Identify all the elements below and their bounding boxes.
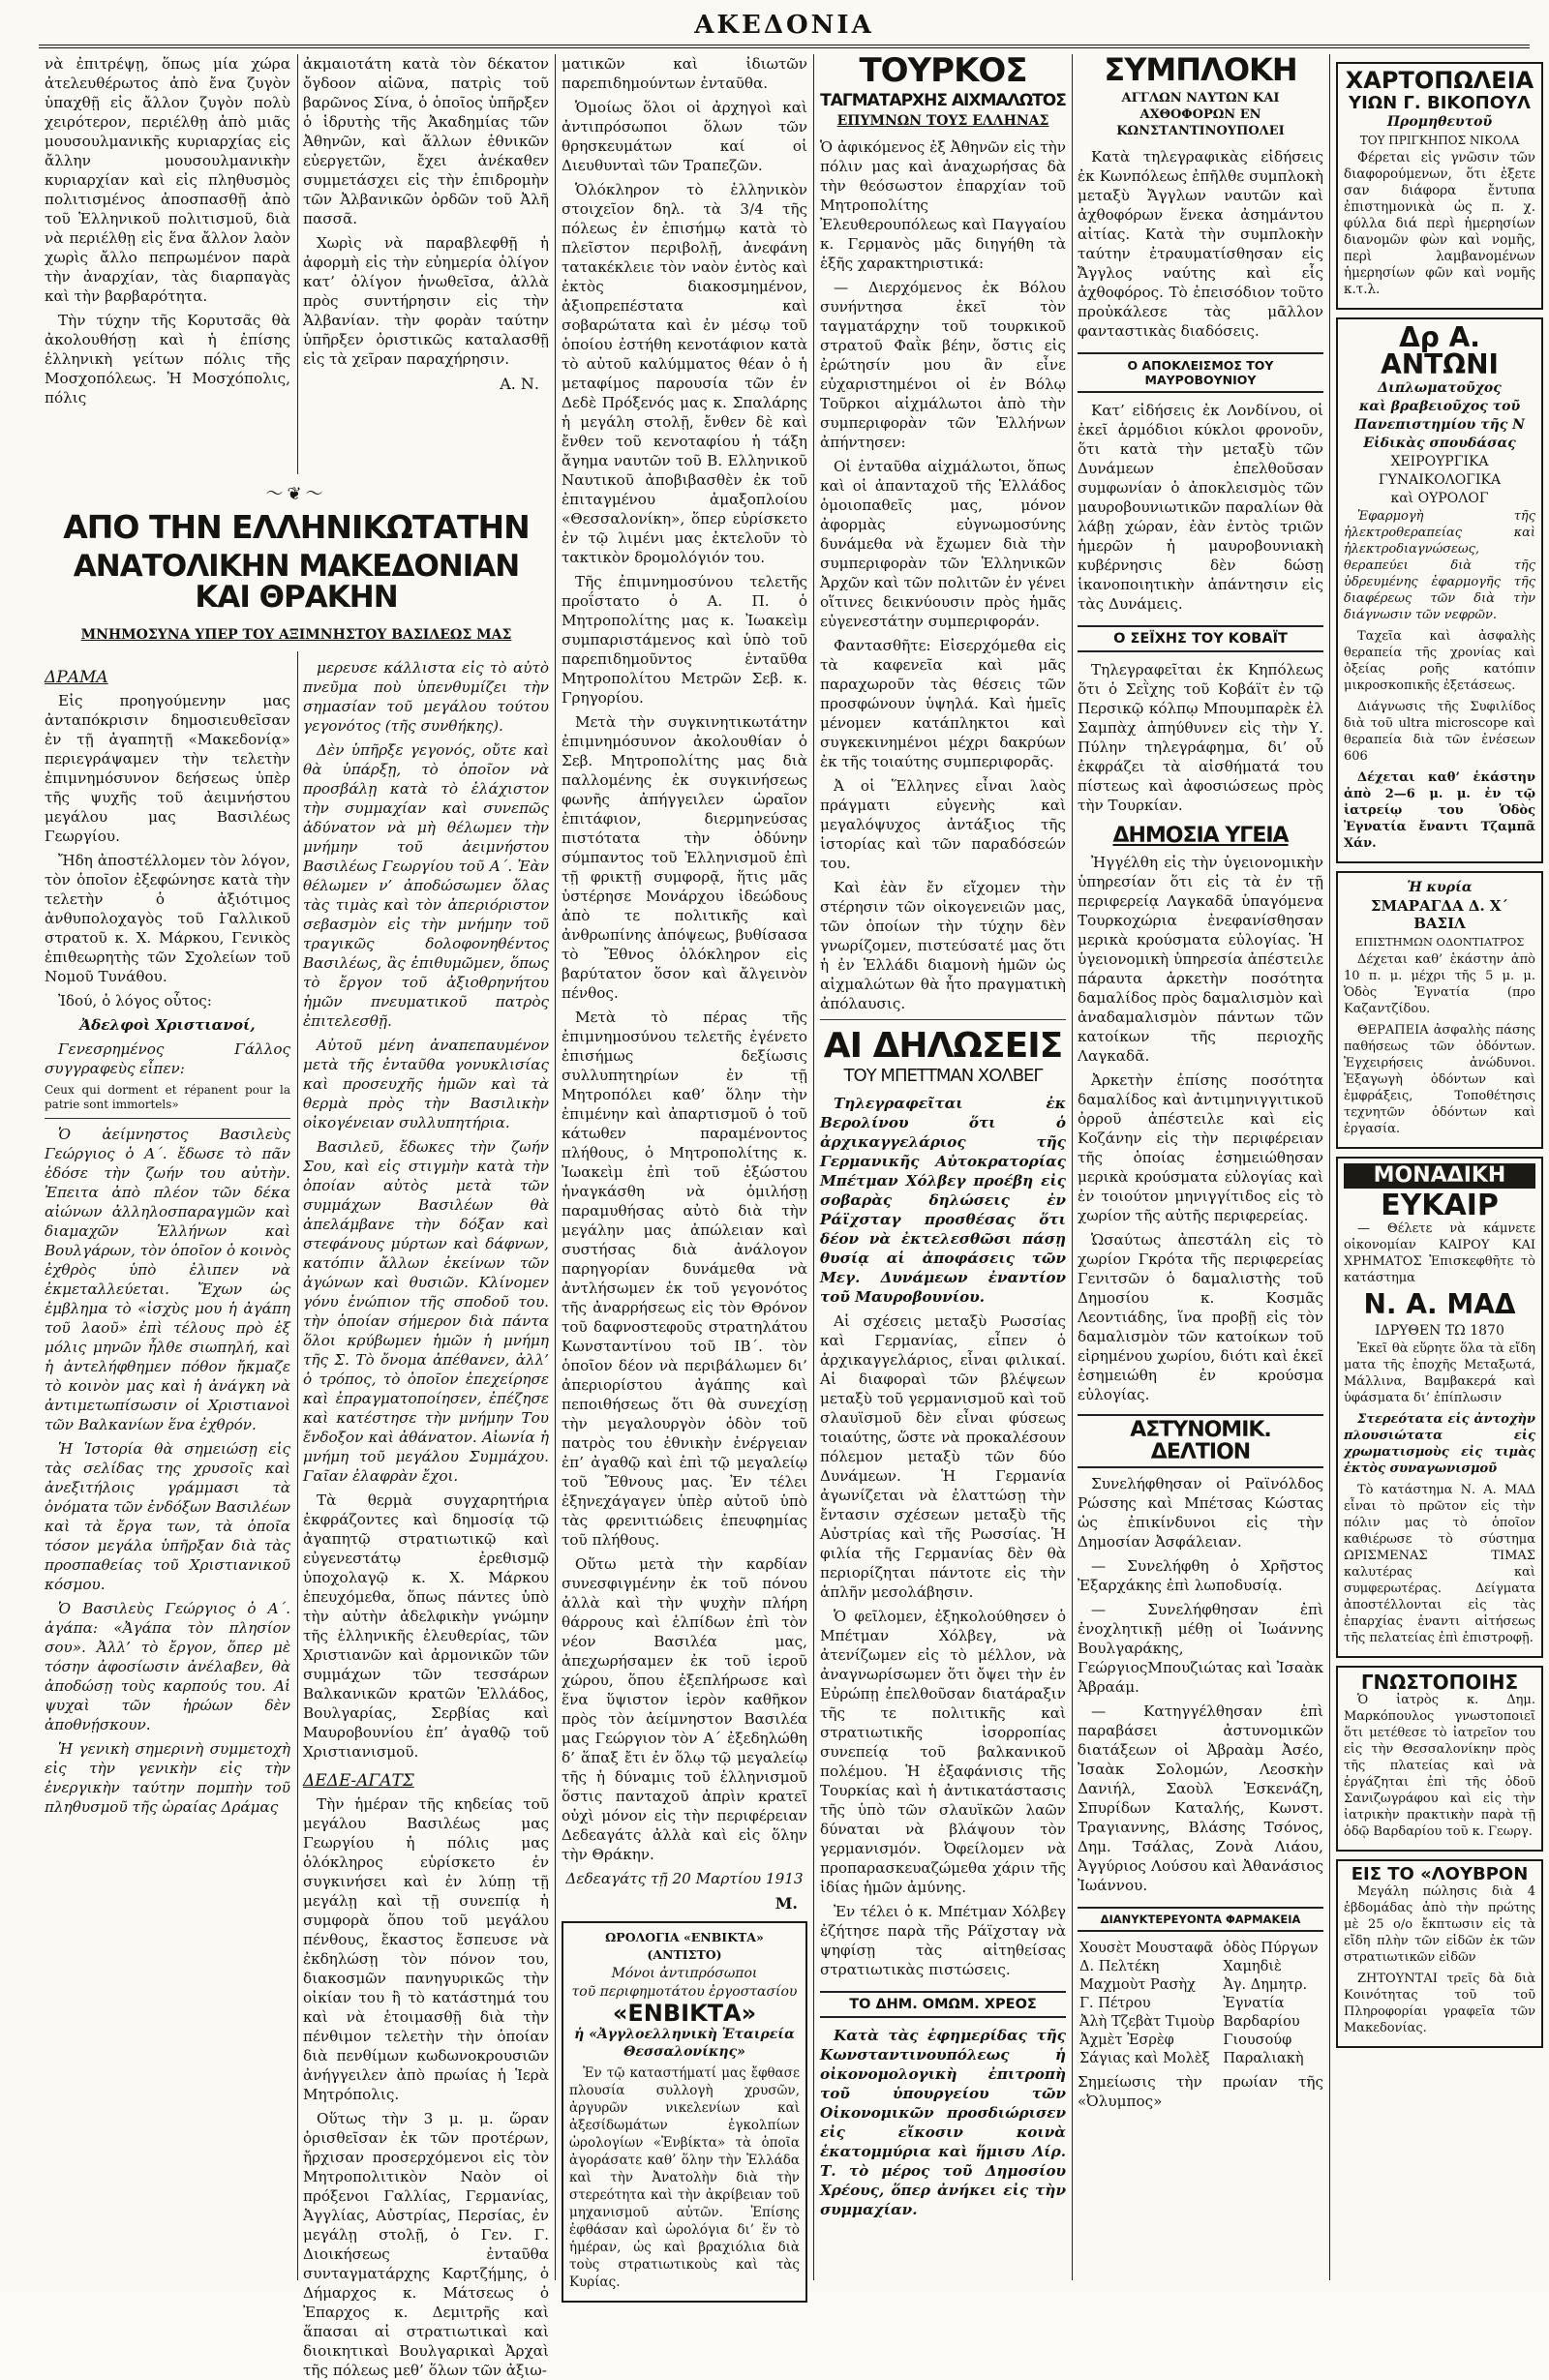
table-row [1078, 2050, 1323, 2068]
ad-shop-name: Ν. Α. ΜΑΔ [1363, 1288, 1516, 1320]
ad-line: Πανεπιστημίου τῆς Ν [1354, 417, 1525, 433]
paragraph: Ὁμοίως ὅλοι οἱ ἀρχηγοὶ καὶ ἀντιπρόσωποι ὅλων τῶν θρησκευμάτων καί οἱ Διευθυνταὶ τῶν Τραπεζῶν. [562, 99, 807, 174]
pharmacy-name: Σάγιας καὶ Μολὲξ [1079, 2050, 1210, 2066]
ad-line: ΕΠΙΣΤΗΜΩΝ ΟΔΟΝΤΙΑΤΡΟΣ [1354, 935, 1525, 949]
headline: ΑΙ ΔΗΛΩΣΕΙΣ [823, 1025, 1063, 1066]
paragraph: Ὁ φεῖλομεν, ἐξηκολούθησεν ὁ Μπέτμαν Χόλβεγ, νὰ ἀτενίζωμεν εἰς τὸ μέλλον, νὰ ἀναγνωρίσωμεν ὅτι ὄψει τὴν ἐν Εὐρώπῃ ἐπελθοῦσαν διατάραξιν τῆς τε πολιτικῆς καὶ στρατιωτικῆς ἰσορροπίας συνεπείᾳ τοῦ βαλκανικοῦ πολέμου. Ἡ ἐξαφάνισις τῆς Τουρκίας καὶ ἡ ἀντικατάστασις τῆς ὑπὸ τῶν σλαυϊκῶν λαῶν δύναται νὰ βλάψουν τὸν γερμανισμόν. Ὀφείλομεν νὰ προπαρασκευαζώμεθα χάριν τῆς ἰδίας ἡμῶν ἀμύνης. [820, 1608, 1066, 1897]
notice-advertisement [1336, 1666, 1543, 1852]
watch-advertisement [562, 1921, 807, 2303]
paragraph: — Συνελήφθησαν ἐπὶ ἐνοχλητικῇ μέθῃ οἱ Ἰωάννης Βουλγαράκης, ΓεώργιοςΜπουζιώτας καὶ Ἰσαὰκ Ἀβραάμ. [1078, 1600, 1323, 1696]
column-rule [555, 54, 556, 2280]
column-4 [820, 51, 1066, 2280]
ad-text: — Θέλετε νὰ κάμνετε οἰκονομίαν ΚΑΙΡΟΥ ΚΑΙ ΧΡΗΜΑΤΟΣ Ἐπισκεφθῆτε τὸ κατάστημα [1344, 1221, 1535, 1285]
paragraph: Ἠγγέλθη εἰς τὴν ὑγειονομικὴν ὑπηρεσίαν ὅτι εἰς τὰ ἐν τῇ περιφερείᾳ Λαγκαδᾶ ὑπαγόμενα Τουρκοχώρια ἐνεφανίσθησαν μερικὰ κρούσματα εὐλογίας. Ἡ ὑγειονομικὴ ὑπηρεσία ἀπέστειλε πάραυτα ἀρκετὴν ποσότητα δαμαλίδος πρὸς δαμαλισμὸν καὶ ἀναδαμαλισμὸν πάντων τῶν κατοίκων τῆς περιοχῆς Λαγκαδᾶ. [1078, 853, 1323, 1065]
ad-line: ΓΥΝΑΙΚΟΛΟΓΙΚΑ [1378, 472, 1502, 488]
column-6-ads [1336, 54, 1543, 2280]
paragraph: Τὰ θερμὰ συγχαρητήρια ἐκφράζοντες καὶ δημοσίᾳ τῷ ἀγαπητῷ στρατιωτικῷ καὶ εὐγενεστάτῳ ἐρεθισμῷ ὑποχολαγῷ κ. Χ. Μάρκου ἐπευχόμεθα, ὅπως πάντες ὑπὸ τὴν αὐτὴν ἀδελφικὴν γνώμην τῆς ἑλληνικῆς ἐλευθερίας, τῶν Χριστιανῶν καὶ ἀρμονικῶν τῶν συμμάχων τῶν τεσσάρων Βαλκανικῶν κρατῶν Ἑλλάδος, Βουλγαρίας, Σερβίας καὶ Μαυροβουνίου ἐπ’ ἀγαθῷ τοῦ Χριστιανισμοῦ. [303, 1491, 549, 1761]
ad-line: Ἡ κυρία [1407, 880, 1473, 895]
paragraph: Φαντασθῆτε: Εἰσερχόμεθα εἰς τὰ καφενεῖα καὶ μᾶς παραχωροῦν τὰς θέσεις τῶν προσφώνουν ὑψηλά. Καὶ ἡμεῖς μένομεν κατάπληκτοι καὶ συγκεκινημένοι μέχρι δακρύων ἐκ τῆς τοιαύτης συμπεριφορᾶς. [820, 636, 1066, 770]
table-row [1078, 1995, 1323, 2013]
headline: ΤΑΓΜΑΤΑΡΧΗΣ ΑΙΧΜΑΛΩΤΟΣ [820, 90, 1066, 110]
paragraph: Ἰδού, ὁ λόγος οὗτος: [58, 992, 212, 1009]
wide-headline-block [45, 474, 548, 651]
section-heading: ΔΡΑΜΑ [45, 668, 108, 687]
paragraph: Αἱ σχέσεις μεταξὺ Ρωσσίας καὶ Γερμανίας, εἶπεν ὁ ἀρχικαγγελάριος, εἶναι φιλικαί. Αἱ διαφοραὶ τῶν βλέψεων μεταξὺ τοῦ γερμανισμοῦ καὶ τοῦ σλαυϊσμοῦ δὲν εἶναι φύσεως τοιαύτης, ὥστε νὰ προκαλέσουν πόλεμον μεταξὺ τῶν δύο Δυνάμεων. Ἡ Γερμανία ἀγωνίζεται νὰ ἐλαττώσῃ τὴν ἔντασιν σχέσεων μεταξὺ τῆς Αὐστρίας καὶ τῆς Ρωσσίας. Ἡ φιλία τῆς Γερμανίας δὲν θὰ περιορίζηται πάντοτε εἰς τὴν ἁπλῆν μεσολάβησιν. [820, 1312, 1066, 1602]
column-rule [1329, 54, 1330, 2280]
ad-line: ἡ «Ἀγγλοελληνικὴ Ἑταιρεία Θεσσαλονίκης» [574, 2027, 795, 2060]
headline: ΔΗΜΟΣΙΑ ΥΓΕΙΑ [1112, 823, 1289, 848]
newspaper-title: ΑΚΕΔΟΝΙΑ [694, 11, 874, 40]
column-2-lower [303, 658, 549, 2379]
paragraph: Τὴν τύχην τῆς Κορυτσᾶς θὰ ἀκολουθήσῃ καὶ ἡ ἐπίσης ἑλληνικὴ γείτων πόλις τῆς Μοσχοπόλεως. Ἡ Μοσχόπολις, πόλις [45, 312, 290, 407]
paragraph: Ἐν τέλει ὁ κ. Μπέτμαν Χόλβεγ ἐζήτησε παρὰ τῆς Ράϊχσταγ νὰ ψηφίσῃ τὰς αἰτηθείσας στρατιωτικὰς πιστώσεις. [820, 1903, 1066, 1979]
section-box-heading: ΤΟ ΔΗΜ. ΟΜΩΜ. ΧΡΕΟΣ [820, 1991, 1066, 2018]
column-rule [297, 54, 298, 2280]
paragraph: Οὕτως τὴν 3 μ. μ. ὥραν ὁρισθεῖσαν ἐκ τῶν προτέρων, ἤρχισαν προσερχόμενοι εἰς τὸν Μητροπολιτικὸν Ναὸν οἱ πρόξενοι Γαλλίας, Γερμανίας, Ἀγγλίας, Αὐστρίας, Περσίας, ἐν μεγάλῃ στολῇ, ὁ Γεν. Γ. Διοικήσεως ἐνταῦθα συνταγματάρχης Καρτζήμης, ὁ Δήμαρχος κ. Μάτσεως ὁ Ἐπαρχος κ. Δεμιτρῆς καὶ ἅπασαι αἱ στρατιωτικαὶ καὶ διοικητικαὶ Βουλγαρικαὶ Ἀρχαὶ τῆς πόλεως μεθ’ ὅλων τῶν ἀξιω- [303, 2110, 549, 2379]
pharmacy-name: Ἀχμὲτ Ἐσρὲφ [1079, 2032, 1174, 2048]
paragraph: Ἤδη ἀποστέλλομεν τὸν λόγον, τὸν ὁποῖον ἐξεφώνησε κατὰ τὴν τελετὴν ὁ ἀξιότιμος ἀνθυπολοχαγὸς τοῦ Γαλλικοῦ στρατοῦ κ. Χ. Μάρκου, Γενικὸς ἐπιθεωρητὴς τῶν Σχολείων τοῦ Νομοῦ Τυνάθου. [45, 852, 290, 985]
ad-brand: «ΕΝΒΙΚΤΑ» [612, 2000, 757, 2027]
ad-line: Προμηθευτοῦ [1386, 114, 1493, 130]
headline: ΤΟΥΡΚΟΣ [859, 51, 1027, 90]
ad-line: Μόνοι ἀντιπρόσωποι [611, 1966, 758, 1981]
ad-text: Ὁ ἰατρὸς κ. Δημ. Μαρκόπουλος γνωστοποιεῖ ὅτι μετέθεσε τὸ ἰατρεῖον του εἰς τὴν Θεσσαλονίκην πρὸς τῆς πλατείας καὶ νὰ ἐργάζηται ἐπὶ τῆς ὁδοῦ Σανιζωγράφου καὶ εἰς τὴν ἰατρικὴν πρακτικὴν παρὰ τῇ ὁδῷ Βαρδαρίου τοῦ κ. Γεωργ. [1344, 1693, 1535, 1839]
paragraph: Σημείωσις τὴν πρωίαν τῆς «Ὀλυμπος» [1078, 2072, 1323, 2110]
shop-advertisement [1336, 1157, 1543, 1658]
ad-title: ΓΝΩΣΤΟΠΟΙΗΣ [1360, 1671, 1519, 1694]
divider [45, 1118, 290, 1119]
headline: ΑΣΤΥΝΟΜΙΚ. ΔΕΛΤΙΟΝ [1078, 1414, 1323, 1468]
ad-text: ΘΕΡΑΠΕΙΑ ἀσφαλὴς πάσης παθήσεως τῶν ὀδόντων. Ἐγχειρήσεις ἀνώδυνοι. Ἐξαγωγὴ ὀδόντων καὶ ἐμφράξεις, Τοποθέτησις τεχνητῶν ὀδόντων καὶ ἐργασία. [1344, 1023, 1535, 1136]
table-row [1078, 1958, 1323, 1976]
paragraph: Συνελήφθησαν οἱ Ραϊνόλδος Ρώσσης καὶ Μπέτσας Κώστας ὡς ἐπικίνδυνοι εἰς τὴν Δημοσίαν Ἀσφάλειαν. [1078, 1474, 1323, 1551]
paragraph: νὰ ἐπιτρέψῃ, ὅπως μία χώρα ἀτελευθέρωτος ἀπὸ ἔνα ζυγὸν ὑπαχθῇ εἰς ἄλλον ζυγὸν πολὺ χειρότερον, περιέλθῃ ἀπὸ μιᾶς μουσουλμανικῆς κυριαρχίας εἰς ἄλλην μουσουλμανικὴν κυριαρχίαν καὶ εἰς πληθυσμὸς πολιτισμένος ἀποσπασθῇ ἀπὸ τοῦ Ἑλληνικοῦ πολιτισμοῦ, διὰ νὰ περιέλθῃ εἰς ἕνα ἄλλον λαὸν χωρὶς ἄλλο πεπρωμένον παρὰ τὴν ἀναρχίαν, τὰς διαρπαγὰς καὶ τὴν βαρβαρότητα. [45, 55, 290, 305]
louvre-advertisement [1336, 1859, 1543, 2048]
table-row [1078, 2013, 1323, 2032]
paragraph: Αὐτοῦ μένη ἀναπεπαυμένον μετὰ τῆς ἐνταῦθα γονυκλισίας καὶ προσευχῆς ἡμῶν καὶ τὰ θερμὰ πρὸς τὴν Βασιλικὴν οἰκογένειαν συλλυπητήρια. [303, 1037, 549, 1131]
paragraph: Κατὰ τηλεγραφικὰς εἰδήσεις ἐκ Κωνπόλεως ἐπῆλθε συμπλοκὴ μεταξὺ Ἄγγλων ναυτῶν καὶ ἀχθοφόρων ἕνεκα ἀσημάντου αἰτίας. Κατὰ τὴν συμπλοκὴν ταύτην ἐτραυματίσθησαν εἰς Ἄγγλος ναύτης καὶ εἷς ἀχθοφόρος. Τὸ ἐπεισόδιον τοῦτο προὐκάλεσε τὰς μᾶλλον φανταστικὰς διαδόσεις. [1078, 147, 1323, 340]
ad-title: ΣΜΑΡΑΓΔΑ Δ. Χ΄ ΒΑΣΙΛ [1370, 897, 1509, 932]
headline: ΑΠΟ ΤΗΝ ΕΛΛΗΝΙΚΩΤΑΤΗΝ [63, 508, 530, 546]
paragraph: — Διερχόμενος ἐκ Βόλου συνήντησα ἐκεῖ τὸν ταγματάρχην τοῦ τουρκικοῦ στρατοῦ Φαῒκ βέην, ὅστις εἰς ἐρώτησίν μου ἂν εἶνε εὐχαριστημένοι οἱ ἐν Βόλῳ Τοῦρκοι αἰχμάλωτοι ἀπὸ τὴν συμπεριφορὰν τῶν Ἑλλήνων ἀπήντησεν: [820, 278, 1066, 451]
ad-line: τοῦ περιφημοτάτου ἐργοστασίου [571, 1984, 798, 2000]
paragraph: Μετὰ τὸ πέρας τῆς ἐπιμνημοσύνου τελετῆς ἐγένετο ἐπισήμως δεξίωσις συλλυπητηρίων ἐν τῇ Μητροπόλει καθ’ ὅλην τὴν ἐπιμένην καὶ ἀπαρτισμοῦ ὁ τοῦ κάτωθεν παραμένοντος πλήθους, ὁ Μητροπολίτης κ. Ἰωακεὶμ ἐπὶ τοῦ ἐξώστου ἠναγκάσθη νὰ ὁμιλήσῃ παραμυθήσας αὐτὸ διὰ τὴν μεγάλην μας ἀπώλειαν καὶ συστήσας διὰ ἀνάλογον παρηγορίαν δυνάμεθα νὰ ἀντλήσωμεν ἐκ τοῦ γεγονότος τῆς ἀναρρήσεως εἰς τὸν Θρόνον τοῦ δαφνοστεφοῦς στρατηλάτου Κωνσταντίνου τοῦ ΙΒ΄. τὸν ὁποῖον δέον νὰ περιβάλωμεν δι’ ἀπεριορίστου ἀγάπης καὶ πεποιθήσεως ὅτι θὰ συνεχίσῃ τὴν μεγαλουργὸν ὁδὸν τοῦ πατρὸς του ἐθνικὴν ἐνέργειαν ἐπ’ ἀγαθῷ καὶ ἐπὶ τῷ μεγαλείῳ τοῦ Ἔθνους μας. Ἐν τέλει ἐξηνεχάγαγεν ὑπὲρ αὐτοῦ ὑπὸ τὰς φρενιτιώδεις ἐπευφημίας τοῦ πλήθους. [562, 1009, 807, 1549]
dateline: Δεδεαγάτς τῇ 20 Μαρτίου 1913 [565, 1870, 804, 1887]
paragraph: Ἀρκετὴν ἐπίσης ποσότητα δαμαλίδος καὶ ἀντιμηνιγγιτικοῦ ὀρροῦ ἀπέστειλε καὶ εἰς Κοζάνην εἰς τὴν περιφέρειαν τῆς ὁποίας ἐσημειώθησαν μερικὰ κρούσματα εὐλογίας καὶ ἐν τοιούτον μηνιγγίτιδος εἰς τὸ χωρίον τῆς αὐτῆς περιφερείας. [1078, 1070, 1323, 1224]
paragraph: Μετὰ τὴν συγκινητικωτάτην ἐπιμνημόσυνον ἀκολουθίαν ὁ Σεβ. Μητροπολίτης μας διὰ παλλομένης ἐκ συγκινήσεως φωνῆς ἀπήγγειλεν ὡραῖον ἐπιτάφιον, διερμηνεύσας πιστότατα τὴν ὀδύνην σύμπαντος τοῦ Ἑλληνισμοῦ ἐπὶ τῇ φρικτῇ συμφορᾷ, ἥτις μᾶς ὑστέρησε Μονάρχου ἰδεώδους ἀπὸ τε πολιτικῆς καὶ ἀνθρωπίνης ἀπόψεως, βυθίσασα τὸ Ἔθνος ὁλόκληρον εἰς βαρύτατον ὅσον καὶ ἄλγεινὸν πένθος. [562, 713, 807, 1002]
paragraph: Ὁλόκληρον τὸ ἑλληνικὸν στοιχεῖον δηλ. τὰ 3/4 τῆς πόλεως ἐν ἐπισήμῳ κατὰ τὸ πλεῖστον περιβολῇ, ἀνεφάνη τατακέκλειε τὸν ναὸν ἐντὸς καὶ ἐκτὸς διακοσμημένον, ἀξιοπρεπέστατα καὶ σοβαρώτατα καὶ ἐν μέσῳ τοῦ ὁποίου ἐστήθη κενοτάφιον κατὰ τὸ αὐτοῦ καλύμματος θέαν ὁ ἡ μεταφίμος παρουσία τῶν ἐν Δεδὲ Πρόξενός μας κ. Σπαλάρης ἡ μεγάλη στολῇ, ἔνθεν δὲ καὶ ἔνθεν τοῦ κενοταφίου ἡ τάξη ἄγημα ναυτῶν τοῦ Β. Ελληνικοῦ Ναυτικοῦ ἀποβιβασθὲν ἐκ τοῦ ἐπιταγμένου ἀμαξοπλοίου «Θεσσαλονίκη», ὅπερ εὑρίσκετο ἐν τῷ λιμένι μας ἐκτελοῦν τὸ τακτικὸν δρομολόγιόν του. [562, 181, 807, 566]
column-3 [562, 54, 807, 2290]
paragraph: Τηλεγραφεῖται ἐκ Κηπόλεως ὅτι ὁ Σεῒχης τοῦ Κοβάϊτ ἐν τῷ Περσικῷ κόλπῳ Μπουμπαρὲκ ἐλ Σαμπὰχ ἀπηύθυνεν εἰς τὴν Υ. Πύλην τηλεγράφημα, δι’ οὗ ἐκφράζει τὰ αἰσθήματά του πίστεως καὶ ἀφοσιώσεως πρὸς τὴν Τουρκίαν. [1078, 660, 1323, 814]
table-row [1078, 2032, 1323, 2050]
ad-line: Διπλωματοῦχος [1378, 380, 1502, 396]
section-heading: ΔΕΔΕ-ΑΓΑΤΣ [303, 1771, 414, 1791]
paragraph: Κατὰ τὰς ἐφημερίδας τῆς Κωνσταντινουπόλεως ἡ οἰκονομολογικὴ ἐπιτροπὴ τοῦ ὑπουργείου τῶν Οἰκονομικῶν προσδιώρισεν εἰς εἴκοσιν κοινὰ ἑκατομμύρια καὶ ἥμισυ Λίρ. Τ. τὸ μέρος τοῦ Δημοσίου Χρέους, ὅπερ ἀνήκει εἰς τὴν συμμαχίαν. [820, 2027, 1066, 2219]
headline: ΤΟΥ ΜΠΕΤΤΜΑΝ ΧΟΛΒΕΓ [843, 1066, 1043, 1087]
paragraph: Ὁ Βασιλεὺς Γεώργιος ὁ Α΄. ἀγάπα: «Ἀγάπα τὸν πλησίον σου». Ἀλλ’ τὸ ἔργον, ὅπερ μὲ τόσην ἀφοσίωσιν ἀνέλαβεν, θὰ ἀποδώσῃ τοὺς καρπούς του. Αἱ ψυχαὶ τῶν ἡρώων δὲν ἀποθνῄσκουν. [45, 1600, 290, 1733]
ad-title: Δρ Α. ΑΝΤΩΝΙ [1381, 321, 1499, 380]
ad-title: ΕΥΚΑΙΡ [1381, 1189, 1499, 1222]
paragraph: Τὴν ἡμέραν τῆς κηδείας τοῦ μεγάλου Βασιλέως μας Γεωργίου ἡ πόλις μας ὁλόκληρος εὑρίσκετο ἐν συγκινήσει καὶ ἐν λύπῃ τῇ μεγάλῃ καὶ τῇ συνεπίᾳ ἡ συμφορὰ ὅπου τοῦ μεγάλου πένθους, ἔκαστος ἔσπευσε νὰ ἐκδηλώσῃ τὸν πόνον του, διακοσμῶν πανηγυρικῶς τὴν οἰκίαν του ἢ τὸ κατάστημά του καὶ νὰ ἑτοιμασθῇ διὰ τὴν πένθιμον τελετὴν τὴν ὁποίαν διὰ πενθίμων κωδωνοκρουσιῶν ἀνήγγειλεν ἀπὸ πρωίας ἡ Ἱερὰ Μητρόπολις. [303, 1795, 549, 2103]
ad-line: καὶ βραβειοῦχος τοῦ [1358, 399, 1521, 414]
ad-text: Δέχεται καθ’ ἑκάστην ἀπὸ 2—6 μ. μ. ἐν τῷ ἰατρείῳ του Ὁδὸς Ἐγνατία ἔναντι Τζαμπᾶ Χάν. [1344, 770, 1535, 851]
ad-text: Στερεότατα εἰς ἀντοχὴν πλουσιώτατα εἰς χρωματισμοὺς εἰς τιμὰς ἐκτὸς συναγωνισμοῦ [1344, 1412, 1535, 1476]
column-1-lower [45, 658, 290, 2284]
paragraph: Ἡ γενικὴ σημερινὴ συμμετοχὴ εἰς τὴν γενικὴν εἰς τὴν ἐνεργικὴν ταύτην πομπὴν τοῦ πληθυσμοῦ τῆς ὡραίας Δράμας [45, 1740, 290, 1816]
paragraph: Οἱ ἐνταῦθα αἰχμάλωτοι, ὅπως καὶ οἱ ἀπανταχοῦ τῆς Ἑλλάδος ὁμοιοπαθεῖς μας, μόνον ἀφορμὰς εὐγνωμοσύνης δυνάμεθα νὰ ἔχωμεν διὰ τὴν συμπεριφορὰν τῶν Ἑλληνικῶν Ἀρχῶν καὶ τῶν πολιτῶν ἐν γένει οἵτινες δεικνύουσιν πρὸς ἡμᾶς εὐγενεστάτην συμπεριφοράν. [820, 457, 1066, 630]
paragraph: — Κατηγγέλθησαν ἐπὶ παραβάσει ἀστυνομικῶν διατάξεων οἱ Ἀβραὰμ Ἀσέο, Ἰσαὰκ Σολομών, Λεοσκὴν Δανιήλ, Σαοὺλ Ἐσκενάζη, Σπυρίδων Καταλής, Κωνστ. Τραγιαννης, Βλάσης Τσόνος, Δημ. Τσάλας, Ζονὰ Λιάου, Ἀγγύριος Λούσου καὶ Ἀθανάσιος Ἰωάννου. [1078, 1702, 1323, 1894]
ad-text: Ἐν τῷ καταστήματί μας ἔφθασε πλουσία συλλογὴ χρυσῶν, ἀργυρῶν νικελενίων καὶ ἀξεσίδωμάτων ἐγκολπίων ὡρολογίων «Ἐνβίκτα» τὰ ὁποῖα ἀγοράσατε καθ’ ὅλην τὴν Ἑλλάδα καὶ τὴν Ἀνατολὴν διὰ τὴν στερεότητα καὶ τὴν ἀκρίβειαν τοῦ μηχανισμοῦ αὐτῶν. Ἐπίσης ἐφθάσαν καὶ ὡρολόγια δι’ ἕν τὸ ἡμέραν, ὡς καὶ βραχιόλια διὰ τοὺς στρατιωτικοὺς καὶ τὰς Κυρίας. [569, 2065, 800, 2290]
headline: ΑΝΑΤΟΛΙΚΗΝ ΜΑΚΕΔΟΝΙΑΝ ΚΑΙ ΘΡΑΚΗΝ [73, 548, 520, 616]
ad-title: ΜΟΝΑΔΙΚΗ [1344, 1163, 1535, 1189]
ad-text: Ταχεῖα καὶ ἀσφαλὴς θεραπεία τῆς χρονίας καὶ ὀξείας ροῆς κατόπιν μικροσκοπικῆς ἐξετάσεως. [1344, 629, 1535, 693]
address: Ἀδελφοὶ Χριστιανοί, [79, 1016, 256, 1034]
paragraph: Ὁ ἀφικόμενος ἐξ Ἀθηνῶν εἰς τὴν πόλιν μας καὶ ἀναχωρήσας δὰ τὴν θεόσωστον ἐπαρχίαν τοῦ Μητροπολίτης Ἐλευθερουπόλεως καὶ Παγγαίου κ. Γερμανὸς μᾶς διηγήθη τὰ ἑξῆς χαρακτηριστικά: [820, 137, 1066, 272]
ad-title: ΕΙΣ ΤΟ «ΛΟΥΒΡΟΝ [1351, 1864, 1529, 1884]
table-row [1078, 1940, 1323, 1958]
table-row [1078, 1976, 1323, 1995]
pharmacy-street: ὁδὸς Πύργων [1223, 1940, 1319, 1956]
column-2-top [303, 54, 549, 470]
pharmacy-name: Δ. Πελτέκη [1079, 1958, 1160, 1974]
paragraph: Ἀ οἱ Ἕλληνες εἶναι λαὸς πράγματι εὐγενὴς καὶ μεγαλόψυχος ἀντάξιος τῆς ἱστορίας καὶ τῶν παραδόσεών του. [820, 776, 1066, 872]
paragraph: Χωρὶς νὰ παραβλεφθῇ ἡ ἀφορμὴ εἰς τὴν εὐημερία ὀλίγον κατ’ ὀλίγον ἡνωθεῖσα, ἀλλὰ πρὸς συντήρησιν εἰς τὴν Ἀλβανίαν. τὴν φορὰν ταύτην ὑπῆρξεν ὀριστικῶς καταλασθῇ εἰς τὰ χεῖραν παραχήρησιν. [303, 234, 549, 368]
ad-text: Φέρεται εἰς γνῶσιν τῶν διαφορούμενων, ὅτι ἐξετε σαν διάφορα ἔντυπα ἐπιστημονικὰ ὡς π. χ. φύλλα διά περὶ ἡμερησίων διανομῶν φὼν καὶ νομῆς, περὶ λαμβανομένων ἡμερησίων φῶν καὶ νομῆς κ.τ.λ. [1344, 150, 1535, 297]
pharmacy-name: Μαχμοὺτ Ρασὴχ [1079, 1976, 1196, 1993]
ad-text: Ἐκεῖ θὰ εὕρητε ὅλα τὰ εἴδη ματα τῆς ἐποχῆς Μεταξωτά, Μάλλινα, Βαμβακερά καὶ ὑφάσματα δι’ ἐπίπλωσιν [1344, 1341, 1535, 1405]
ad-line: ΤΟΥ ΠΡΙΓΚΗΠΟΣ ΝΙΚΟΛΑ [1359, 134, 1520, 147]
ad-text: Μεγάλη πώλησις διὰ 4 ἑβδομάδας ἀπὸ τὴν πρώτης μὲ 25 ο/ο ἔκπτωσιν εἰς τὰ εἴδη πλὴν τῶν εἰδῶν ἐκ τῶν στρατιωτικῶν εἰδῶν [1344, 1884, 1535, 1965]
column-5 [1078, 51, 1323, 2280]
paragraph: Εἰς προηγούμενην μας ἀνταπόκρισιν δημοσιευθεῖσαν ἐν τῇ ἀγαπητῇ «Μακεδονίᾳ» περιεγράψαμεν τὴν τελετὴν ἐπιμνημόσυνον δεήσεως ὑπὲρ τῆς ψυχῆς τοῦ ἀειμνήστου μεγάλου μας Βασιλέως Γεωργίου. [45, 692, 290, 845]
column-rule [813, 54, 814, 2280]
paragraph: — Συνελήφθη ὁ Χρῆστος Ἐξαρχάκης ἐπὶ λωποδυσίᾳ. [1078, 1556, 1323, 1594]
quote-intro: Γενεσρημένος Γάλλος συγγραφεὺς εἶπεν: [45, 1040, 290, 1077]
doctor-advertisement [1336, 317, 1543, 863]
paragraph: Κατ’ εἰδήσεις ἐκ Λονδίνου, οἱ ἐκεῖ ἁρμόδιοι κύκλοι φρονοῦν, ὅτι κατὰ τὴν μεταξὺ τῶν Δυνάμεων ἐπελθοῦσαν συμφωνίαν ὁ ἀποκλεισμὸς τῶν μαυροβουνιωτικῶν παραλίων θὰ λάβῃ χώραν, ἐὰν ἐντὸς τριῶν ἡμερῶν ἡ μαυροβουνιακὴ κυβέρνησις δὲν δώσῃ ἱκανοποιητικὴν ἀπάντησιν εἰς τὰς Δυνάμεις. [1078, 401, 1323, 613]
ad-text: Διάγνωσις τῆς Συφιλίδος διὰ τοῦ ultra microscope καὶ θεραπεία διὰ τῶν ἐνέσεων 606 [1344, 700, 1535, 764]
pharmacy-street: Ἐγνατία [1223, 1995, 1285, 2011]
ad-line: Εἰδικὰς σπουδάσας [1363, 436, 1516, 451]
ad-text: Τὸ κατάστημα Ν. Α. ΜΑΔ εἶναι τὸ πρῶτον εἰς τὴν πόλιν μας τὸ ὁποῖον καθιέρωσε τὸ σύστημα ΩΡΙΣΜΕΝΑΣ ΤΙΜΑΣ καλυτέρας καὶ συμφερωτέρας. Δείγματα ἀποστέλλονται εἰς τὰς ἐπαρχίας ἐναντι αἰτήσεως τῆς πελατείας ἐπὶ ἐπιστροφῇ. [1344, 1483, 1535, 1645]
masthead [39, 6, 1530, 48]
paragraph: Καὶ ἐὰν ἔν εἴχομεν τὴν στέρησιν τῶν οἰκογενειῶν μας, τῶν ὁποίων τὴν τύχην δὲν γνωρίζομεν, πιστεύσατέ μας ὅτι ἡ ἐν Ἑλλάδι διαμονὴ ἡμῶν ὡς αἰχμαλώτων θὰ ἦτο πραγματικὴ ἀπόλαυσις. [820, 878, 1066, 1012]
section-box-heading: ΔΙΑΝΥΚΤΕΡΕΥΟΝΤΑ ΦΑΡΜΑΚΕΙΑ [1078, 1907, 1323, 1932]
signature: Α. Ν. [500, 375, 539, 393]
pharmacy-name: Γ. Πέτρου [1079, 1995, 1151, 2011]
divider [820, 1019, 1066, 1020]
ad-title: ΥΙΩΝ Γ. ΒΙΚΟΠΟΥΛ [1349, 93, 1531, 113]
pharmacy-table [1078, 1940, 1323, 2068]
ad-title: ΧΑΡΤΟΠΩΛΕΙΑ [1345, 67, 1534, 94]
ornament-divider: 〜❦〜 [265, 484, 327, 504]
section-box-heading: Ο ΑΠΟΚΛΕΙΣΜΟΣ ΤΟΥ ΜΑΥΡΟΒΟΥΝΙΟΥ [1078, 352, 1323, 393]
pharmacy-street: Ἀγ. Δημητρ. [1223, 1976, 1308, 1993]
ad-text: Δέχεται καθ’ ἑκάστην ἀπὸ 10 π. μ. μέχρι τῆς 5 μ. μ. Ὁδὸς Ἐγνατία (προ Καζαντζίδου. [1344, 952, 1535, 1016]
pharmacy-street: Χαμηδιὲ [1223, 1958, 1282, 1974]
ad-line: ΧΕΙΡΟΥΡΓΙΚΑ [1390, 454, 1489, 469]
ad-heading: ΩΡΟΛΟΓΙΑ «ΕΝΒΙΚΤΑ» (ΑΝΤΙΣΤΟ) [605, 1930, 764, 1962]
paragraph: ματικῶν καὶ ἰδιωτῶν παρεπιδημούντων ἐνταῦθα. [562, 55, 807, 92]
subheadline: ΕΠΥΜΝΩΝ ΤΟΥΣ ΕΛΛΗΝΑΣ [836, 112, 1049, 129]
subheadline: ΜΝΗΜΟΣΥΝΑ ΥΠΕΡ ΤΟΥ ΑΞΙΜΝΗΣΤΟΥ ΒΑΣΙΛΕΩΣ ΜΑΣ [80, 626, 512, 643]
signature: Μ. [774, 1894, 798, 1913]
paragraph: Τῆς ἐπιμνημοσύνου τελετῆς προΐστατο ὁ Α. Π. ὁ Μητροπολίτης μας κ. Ἰωακεὶμ συμπαριστάμενος καὶ ὑπὸ τοῦ παρεπιδημοῦντος ἐνταῦθα Μητροπολίτου Μετρῶν Σεβ. κ. Γρηγορίου. [562, 573, 807, 707]
paragraph: ἀκμαιοτάτη κατὰ τὸν δέκατον ὄγδοον αἰῶνα, πατρὶς τοῦ βαρῶνος Σίνα, ὁ ὁποῖος ὑπῆρξεν ὁ ἱδρυτὴς τῆς Ἀκαδημίας τῶν Ἀθηνῶν, καὶ ἄλλων ἐθνικῶν εὐεργετῶν, ἔχει ἀνέκαθεν συμμετάσχει εἰς τὴν ἐπιδρομὴν τῶν Ἀλβανικῶν ὀρδῶν τοῦ Ἀλῆ πασσᾶ. [303, 55, 549, 227]
pharmacy-street: Γιουσούφ [1223, 2032, 1292, 2048]
paragraph: Βασιλεῦ, ἔδωκες τὴν ζωήν Σου, καὶ εἰς στιγμὴν κατὰ τὴν ὁποίαν αὐτὸς μετὰ τῶν συμμάχων Βασιλέων θὰ ἀπελάμβανε τὴν δόξαν καὶ στεφάνους μύρτων καὶ δάφνων, κατόπιν ἄλλων ἐκείνων τῶν ἀγώνων καὶ θυσιῶν. Κλίνομεν γόνυ ἐνώπιον τῆς σποδοῦ του. τὴν ὁποίαν σήμερον διὰ πάντα ὅλοι κρύβωμεν ἡμῶν ἡ μνήμη τῆς Σ. Τὸ ὄνομα ἀπέθανεν, ἀλλ’ ὁ τρόπος, τὸ ὁποῖον ἐπεχείρησε καὶ ἐπραγματοποίησεν, ἐπέζησε καὶ κατέστησε τὴν μνήμην Του ἔνδοξον καὶ ἀθάνατον. Αἰωνία ἡ μνήμη τοῦ μεγάλου Συμμάχου. Γαῖαν ἐλαφρὰν ἔχοι. [303, 1138, 549, 1485]
pharmacy-street: Βαρδαρίου [1223, 2013, 1300, 2030]
paragraph: Δὲν ὑπῆρξε γεγονός, οὔτε καὶ θὰ ὑπάρξῃ, τὸ ὁποῖον νὰ προσβάλῃ κατὰ τὸ ἐλάχιστον τὴν συμμαχίαν καὶ συνεπῶς ἀδύνατον νὰ μὴ θέλωμεν τὴν μνήμην τοῦ ἀειμνήστου Βασιλέως Γεωργίου τοῦ Α΄. Ἐὰν θέλωμεν ν’ ἀποδώσωμεν ὅλας τὰς τιμὰς καὶ τὸν ἀπεριόριστον σεβασμὸν εἰς τὴν μνήμην τοῦ τραγικῶς δολοφονηθέντος Βασιλέως, ἂς ἐπιθυμῶμεν, ὅπως τὸ ἔργον τοῦ ἀξιοθρηνήτου ἡμῶν πνευματικοῦ πατρὸς ἐπιτελεσθῇ. [303, 741, 549, 1030]
paragraph: μερευσε κάλλιστα εἰς τὸ αὐτὸ πνεῦμα ποὺ ὑπενθυμίζει τὴν σημασίαν τοῦ μεγάλου τούτου γεγονότος (τῆς συνθήκης). [303, 659, 549, 735]
column-rule [1072, 54, 1073, 2280]
pharmacy-street: Παραλιακὴ [1223, 2050, 1304, 2066]
paragraph: Ἡ Ἱστορία θὰ σημειώσῃ εἰς τὰς σελίδας της χρυσοῖς καὶ ἀνεξιτήλοις γράμμασι τὰ ὀνόματα τῶν ἐνδόξων Βασιλέων καὶ τὰ ἔργα των, τὰ ὁποῖα τόσον μεγάλα ὑπῆρξαν διὰ τὰς προσπαθείας τοῦ Χριστιανικοῦ κόσμου. [45, 1440, 290, 1593]
paragraph: Ὡσαύτως ἀπεστάλη εἰς τὸ χωρίον Γκρότα τῆς περιφερείας Γενιτσῶν ὁ δαμαλιστὴς τοῦ Δημοσίου κ. Κοσμᾶς Λεοντιάδης, ἵνα προβῇ εἰς τὸν δαμαλισμὸν τῶν κατοίκων τοῦ εἰρημένου χωρίου, διότι καὶ ἐκεῖ ἐσημειώθη ἐν κρούσμα εὐλογίας. [1078, 1230, 1323, 1403]
ad-text: Ἐφαρμογὴ τῆς ἠλεκτροθεραπείας καὶ ἠλεκτροδιαγνώσεως, θεραπεύει διὰ τῆς ὑδρευμένης ἐφαρμογῆς τῆς διαφέρεως τῶν διὰ τὴν διάγνωσιν τῶν νεφρῶν. [1344, 509, 1535, 622]
stationery-advertisement [1336, 62, 1543, 310]
lead-paragraph: Τηλεγραφεῖται ἐκ Βερολίνου ὅτι ὁ ἀρχικαγγελάριος τῆς Γερμανικῆς Αὐτοκρατορίας Μπέτμαν Χόλβεγ προέβη εἰς σοβαρὰς δηλώσεις ἐν Ράϊχσταγ προσθέσας ὅτι δέον νὰ ἐκτελεσθῶσι πάσῃ θυσίᾳ αἱ ἀποφάσεις τῶν Μεγ. Δυνάμεων ἐναντίον τοῦ Μαυροβουνίου. [820, 1095, 1066, 1307]
pharmacy-name: Ἀλὴ Τζεβὰτ Τιμοὺρ [1079, 2013, 1215, 2030]
subheadline: ΑΓΓΛΩΝ ΝΑΥΤΩΝ ΚΑΙ ΑΧΘΟΦΟΡΩΝ ΕΝ ΚΩΝΣΤΑΝΤΙΝΟΥΠΟΛΕΙ [1116, 90, 1285, 138]
ad-text: ΖΗΤΟΥΝΤΑΙ τρεῖς δὰ διὰ Κοινότητας τοῦ τοῦ Πληροφορίαι γραφεῖα τῶν Μακεδονίας. [1344, 1972, 1535, 2035]
ad-line: καὶ ΟΥΡΟΛΟΓ [1390, 491, 1489, 506]
section-box-heading: Ο ΣΕΪΧΗΣ ΤΟΥ ΚΟΒΑΪΤ [1078, 625, 1323, 652]
dentist-advertisement [1336, 871, 1543, 1149]
quote-french: Ceux qui dorment et répanent pour la patrie sont immortels» [45, 1083, 290, 1111]
ad-line: ΙΔΡΥΘΕΝ ΤΩ 1870 [1375, 1323, 1504, 1339]
paragraph: Ὁ ἀείμνηστος Βασιλεὺς Γεώργιος ὁ Α΄. ἔδωσε τὸ πᾶν ἐδόσε τὴν ζωήν του αὐτὴν. Ἐπειτα ἀπὸ πλέον τῶν δέκα αἰώνων ἀλληλοσπαραγμῶν καὶ διαμαχῶν Ἑλλήνων καὶ Βουλγάρων, τὸν ὁποῖον ὁ κοινὸς ἐχθρὸς ὑπὸ ἐλιπεν νὰ ἐκμεταλλεύεται. Ἔχων ὡς ἐμβλημα τὸ «ἰσχὺς μου ἡ ἀγάπη τοῦ λαοῦ» ἐπὶ τέλους πρὸ ἑξ μόλις μηνῶν ἦλθε σιωπηλή, καὶ ἡ ἀντελήφθημεν πόθον ἤκμαζε τὸ κοινὸν μας καὶ ἡ ἀνάγκη νὰ ἀντιμετωπίσωσιν οἱ Χριστιανοὶ τῶν Βαλκανίων ἕνα ἐχθρόν. [45, 1126, 290, 1433]
headline: ΣΥΜΠΛΟΚΗ [1104, 51, 1297, 88]
paragraph: Οὕτω μετὰ τὴν καρδίαν συνεσφιγμένην ἐκ τοῦ πόνου ἀλλὰ καὶ τὴν ψυχὴν πλήρη θάρρους καὶ ἐλπίδων ἐπὶ τὸν νέον Βασιλέα μας, ἀπεχωρήσαμεν ἐκ τοῦ ἱεροῦ χώρου, ὅπου ἐξεπλήρωσε καὶ ἕνα ὕψιστον ἱερὸν καθῆκον πρὸς τὸν ἀείμνηστον Βασιλέα μας Γεώργιον τὸν Α΄ ἐξεδηλώθη δ’ ἅπαξ ἔτι ἐν ὅλῳ τῷ μεγαλείῳ τῆς ἡ δύναμις τοῦ ἑλληνισμοῦ ὅστις πανταχοῦ ἀπρὶν κρατεῖ οὐχὶ μόνον εἰς τὴν περιφέρειαν Δεδεαγάτς ἀλλὰ καὶ εἰς ὅλην τὴν Θράκην. [562, 1555, 807, 1863]
pharmacy-name: Χουσὲτ Μουσταφᾶ [1079, 1940, 1214, 1956]
